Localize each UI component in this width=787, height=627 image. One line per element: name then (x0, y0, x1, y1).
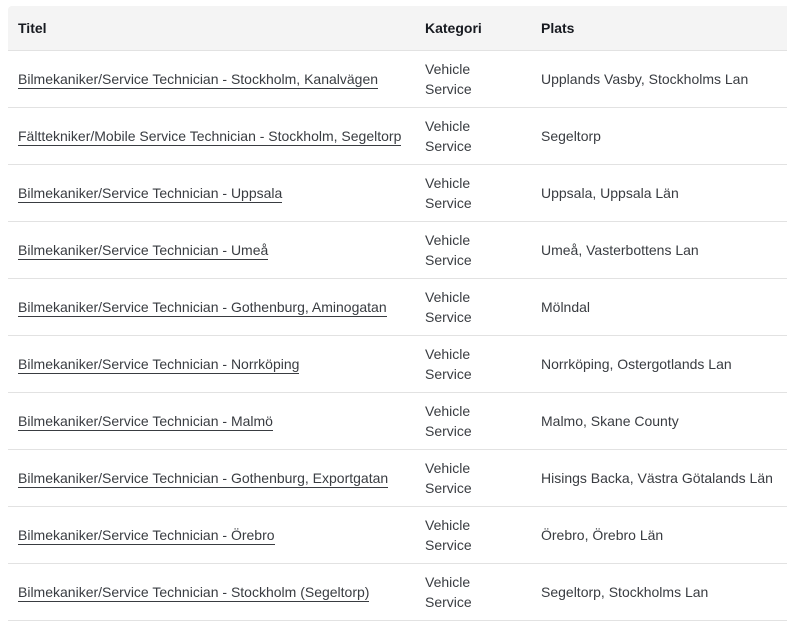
job-location: Segeltorp (541, 127, 601, 144)
job-category-cell (415, 506, 531, 563)
job-title-link[interactable]: Bilmekaniker/Service Technician - Örebro (18, 526, 275, 543)
job-location-cell (531, 335, 787, 392)
job-location-cell (531, 506, 787, 563)
job-category: Vehicle Service (425, 60, 472, 97)
job-title-cell (8, 506, 415, 563)
job-location-cell (531, 221, 787, 278)
job-location-cell (531, 50, 787, 107)
table-row (8, 164, 787, 221)
job-title-cell (8, 449, 415, 506)
job-location-cell (531, 107, 787, 164)
job-title-cell (8, 221, 415, 278)
column-header-title: Titel (8, 6, 415, 50)
column-header-location: Plats (531, 6, 787, 50)
table-row (8, 506, 787, 563)
job-location: Mölndal (541, 298, 591, 315)
job-category-cell (415, 449, 531, 506)
job-category-cell (415, 278, 531, 335)
table-row (8, 107, 787, 164)
job-category-cell (415, 392, 531, 449)
job-title-cell (8, 392, 415, 449)
job-category-cell (415, 563, 531, 620)
job-location: Norrköping, Ostergotlands Lan (541, 355, 732, 372)
job-title-cell (8, 335, 415, 392)
job-category: Vehicle Service (425, 573, 472, 610)
job-title-link[interactable]: Fälttekniker/Mobile Service Technician - Stockholm, Segeltorp (18, 127, 402, 144)
job-title-link[interactable]: Bilmekaniker/Service Technician - Umeå (18, 241, 269, 258)
table-header (8, 6, 787, 50)
job-category-cell (415, 221, 531, 278)
job-title-cell (8, 50, 415, 107)
job-title-link[interactable]: Bilmekaniker/Service Technician - Stockholm, Kanalvägen (18, 70, 379, 87)
job-location-cell (531, 392, 787, 449)
job-location: Upplands Vasby, Stockholms Lan (541, 70, 749, 87)
job-title-cell (8, 164, 415, 221)
job-location: Malmo, Skane County (541, 412, 679, 429)
job-title-link[interactable]: Bilmekaniker/Service Technician - Norrköping (18, 355, 300, 372)
job-location-cell (531, 563, 787, 620)
column-header-category: Kategori (415, 6, 531, 50)
table-row (8, 278, 787, 335)
job-category-cell (415, 107, 531, 164)
table-row (8, 221, 787, 278)
table-row (8, 392, 787, 449)
table-header-row (8, 6, 787, 50)
job-category: Vehicle Service (425, 288, 472, 325)
job-category: Vehicle Service (425, 402, 472, 439)
job-location-cell (531, 278, 787, 335)
table-row (8, 50, 787, 107)
job-title-cell (8, 107, 415, 164)
job-title-link[interactable]: Bilmekaniker/Service Technician - Gothenburg, Aminogatan (18, 298, 387, 315)
job-location: Örebro, Örebro Län (541, 526, 664, 543)
job-category: Vehicle Service (425, 459, 472, 496)
job-category: Vehicle Service (425, 231, 472, 268)
table-row (8, 563, 787, 620)
job-category-cell (415, 335, 531, 392)
job-category-cell (415, 164, 531, 221)
job-title-link[interactable]: Bilmekaniker/Service Technician - Uppsala (18, 184, 283, 201)
job-category: Vehicle Service (425, 117, 472, 154)
job-location-cell (531, 449, 787, 506)
job-title-cell (8, 563, 415, 620)
job-title-cell (8, 278, 415, 335)
job-location: Uppsala, Uppsala Län (541, 184, 679, 201)
job-category-cell (415, 50, 531, 107)
job-category: Vehicle Service (425, 174, 472, 211)
table-row (8, 449, 787, 506)
job-category: Vehicle Service (425, 516, 472, 553)
job-location-cell (531, 164, 787, 221)
table-body (8, 50, 787, 620)
table-row (8, 335, 787, 392)
job-location: Hisings Backa, Västra Götalands Län (541, 469, 773, 486)
job-location: Umeå, Vasterbottens Lan (541, 241, 699, 258)
job-title-link[interactable]: Bilmekaniker/Service Technician - Stockholm (Segeltorp) (18, 583, 370, 600)
job-category: Vehicle Service (425, 345, 472, 382)
job-title-link[interactable]: Bilmekaniker/Service Technician - Gothenburg, Exportgatan (18, 469, 389, 486)
job-listings-table (8, 6, 787, 621)
job-title-link[interactable]: Bilmekaniker/Service Technician - Malmö (18, 412, 273, 429)
job-location: Segeltorp, Stockholms Lan (541, 583, 709, 600)
